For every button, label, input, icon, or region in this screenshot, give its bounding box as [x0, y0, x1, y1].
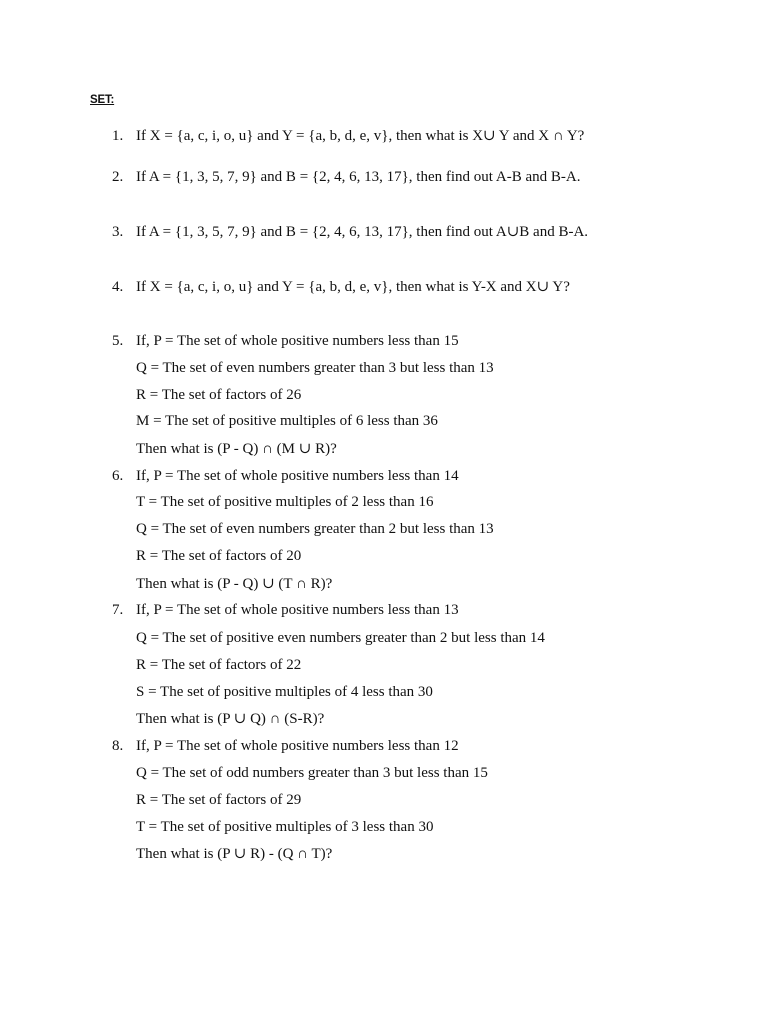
- section-heading: SET:: [90, 94, 115, 106]
- question-line: T = The set of positive multiples of 3 less than 30: [136, 819, 434, 835]
- question-line: R = The set of factors of 26: [136, 387, 302, 403]
- question-text: If A = {1, 3, 5, 7, 9} and B = {2, 4, 6, 13, 17}, then find out A∪B and B-A.: [136, 224, 589, 240]
- question-number: 4.: [112, 279, 124, 295]
- question-text: If X = {a, c, i, o, u} and Y = {a, b, d, e, v}, then what is Y-X and X∪ Y?: [136, 279, 570, 295]
- question-line: Q = The set of positive even numbers greater than 2 but less than 14: [136, 630, 545, 646]
- question-line: If, P = The set of whole positive numbers less than 15: [136, 333, 459, 349]
- question-line: M = The set of positive multiples of 6 less than 36: [136, 413, 438, 429]
- question-number: 7.: [112, 602, 124, 618]
- question-line: Q = The set of odd numbers greater than 3 but less than 15: [136, 765, 488, 781]
- question-line: T = The set of positive multiples of 2 less than 16: [136, 494, 434, 510]
- question-line: If, P = The set of whole positive numbers less than 13: [136, 602, 459, 618]
- question-number: 3.: [112, 224, 124, 240]
- question-number: 2.: [112, 169, 124, 185]
- question-line: S = The set of positive multiples of 4 less than 30: [136, 684, 433, 700]
- question-line: Then what is (P - Q) ∩ (M ∪ R)?: [136, 441, 337, 457]
- question-line: R = The set of factors of 22: [136, 657, 302, 673]
- question-line: Then what is (P ∪ R) - (Q ∩ T)?: [136, 846, 333, 862]
- question-line: Q = The set of even numbers greater than 2 but less than 13: [136, 521, 494, 537]
- question-line: If, P = The set of whole positive numbers less than 14: [136, 468, 459, 484]
- question-text: If A = {1, 3, 5, 7, 9} and B = {2, 4, 6, 13, 17}, then find out A-B and B-A.: [136, 169, 581, 185]
- question-number: 5.: [112, 333, 124, 349]
- question-line: If, P = The set of whole positive numbers less than 12: [136, 738, 459, 754]
- question-number: 1.: [112, 128, 124, 144]
- question-line: Then what is (P - Q) ∪ (T ∩ R)?: [136, 576, 333, 592]
- question-line: Then what is (P ∪ Q) ∩ (S-R)?: [136, 711, 325, 727]
- question-number: 6.: [112, 468, 124, 484]
- question-line: R = The set of factors of 29: [136, 792, 302, 808]
- question-text: If X = {a, c, i, o, u} and Y = {a, b, d, e, v}, then what is X∪ Y and X ∩ Y?: [136, 128, 585, 144]
- question-number: 8.: [112, 738, 124, 754]
- question-line: Q = The set of even numbers greater than 3 but less than 13: [136, 360, 494, 376]
- question-line: R = The set of factors of 20: [136, 548, 302, 564]
